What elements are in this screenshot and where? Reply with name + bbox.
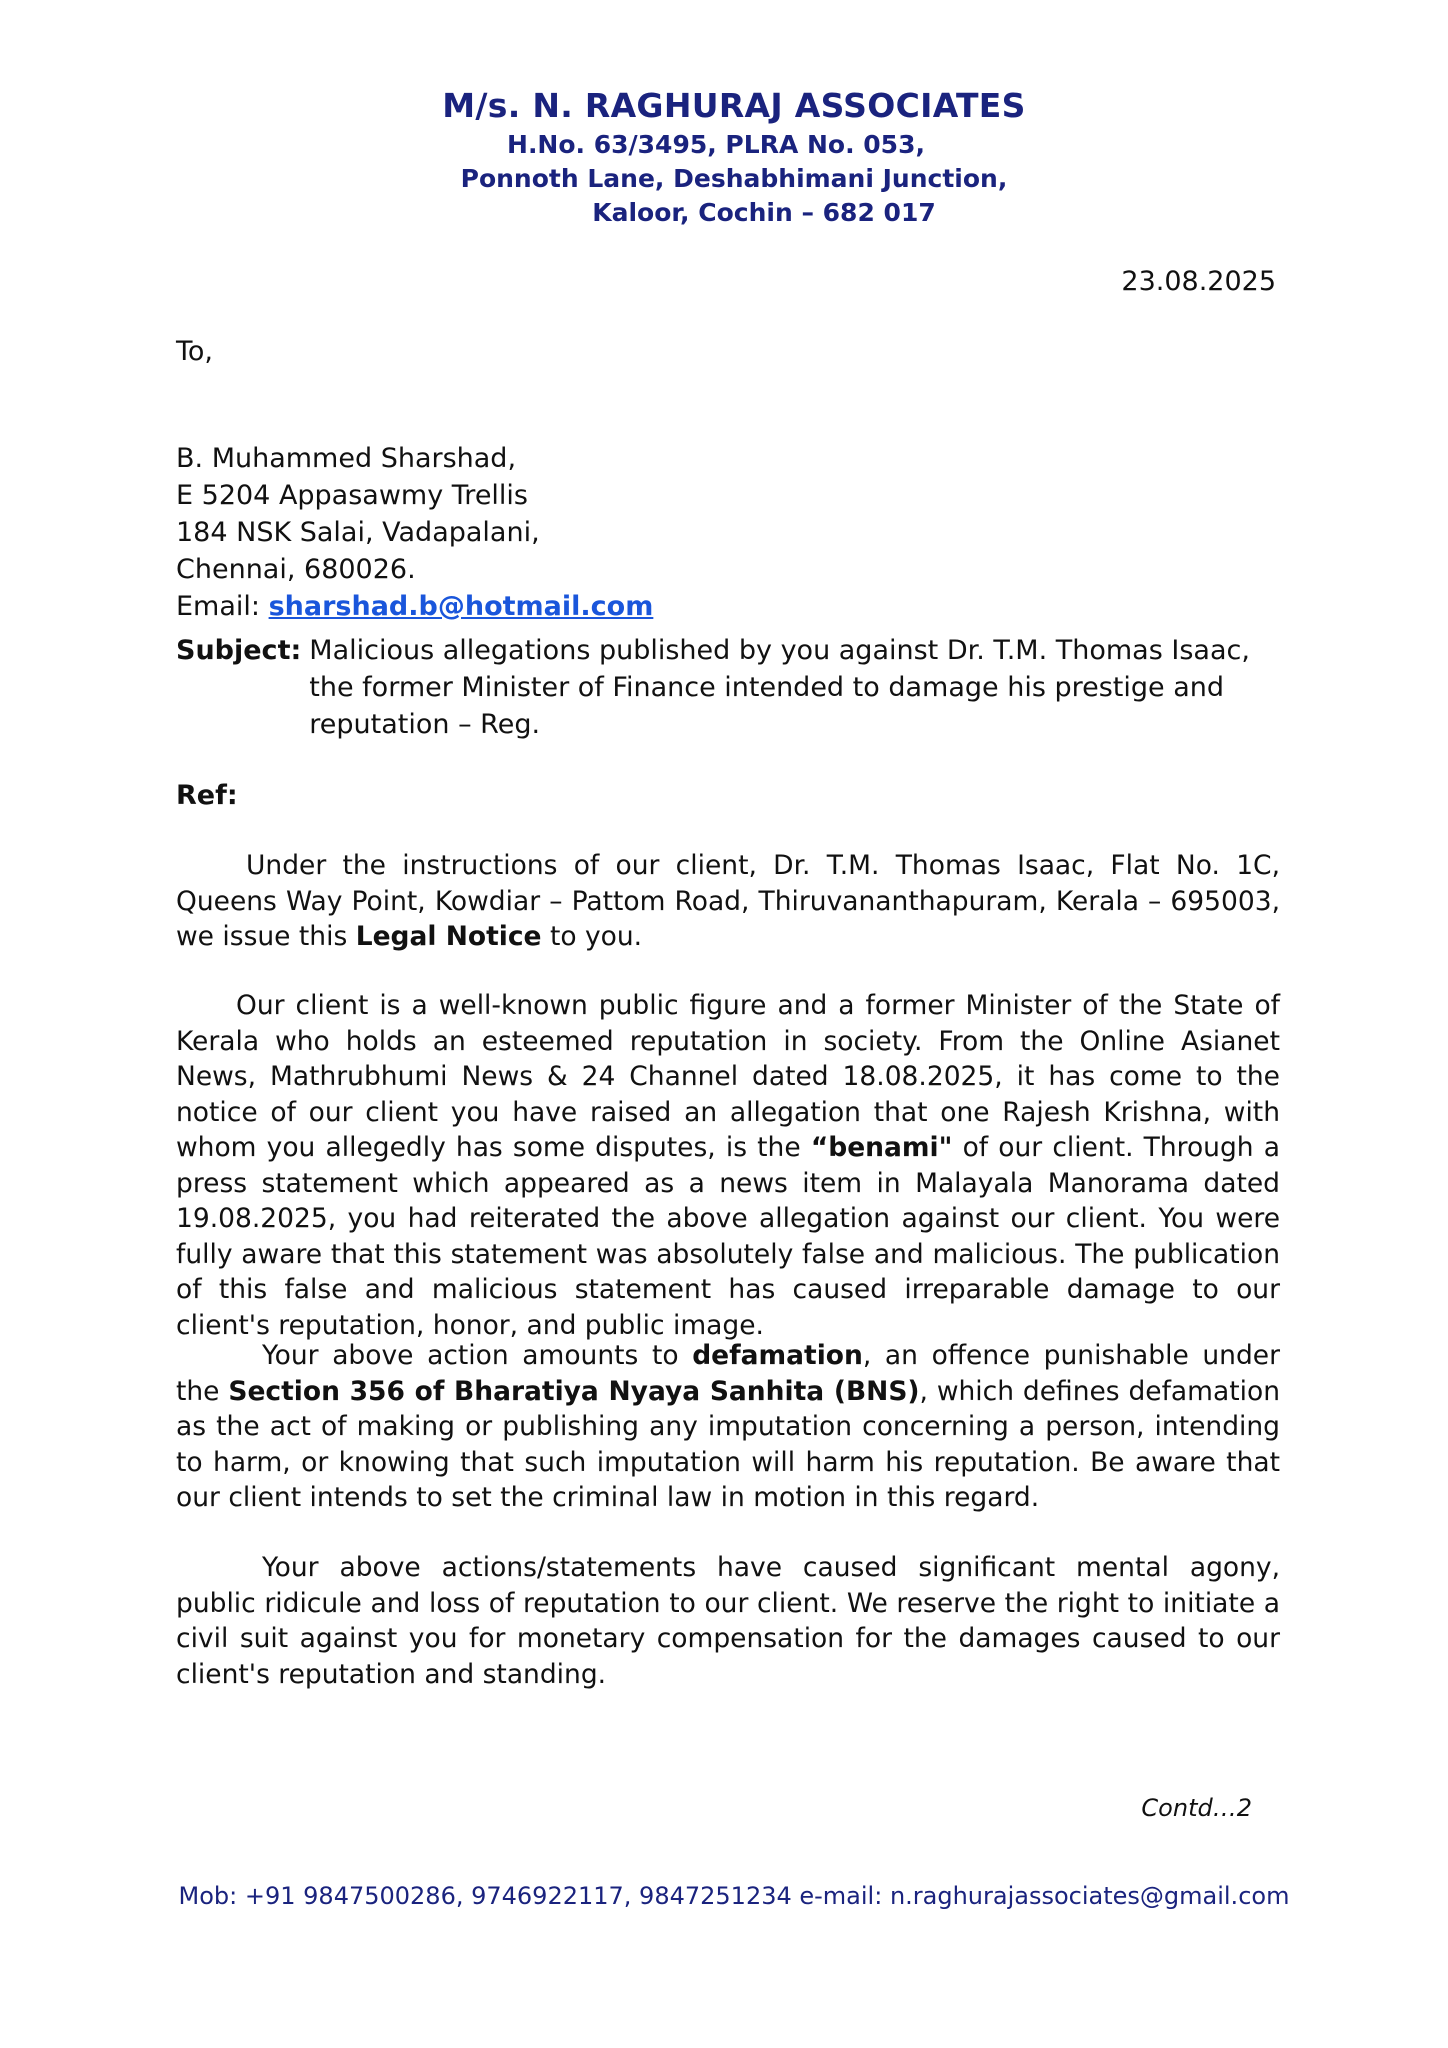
text: Our client is a well-known public figure and a former Minister of the State of Kerala who holds an esteemed reputation in society. From the Online Asianet News, Mathrubhumi News & 24 Channel dated 18.08.2025, it has come to the notice of our client you have raised an allegation that one Rajesh Krishna, with whom you allegedly has some disputes, is the <box>176 990 1280 1163</box>
text: Under the instructions of our client, Dr. T.M. Thomas Isaac, Flat No. 1C, Queens Way Point, Kowdiar – Pattom Road, Thiruvananthapuram, Kerala – 695003, we issue this <box>176 850 1280 952</box>
text: , an offence punishable under the <box>176 1340 1280 1407</box>
paragraph-instructions <box>176 848 1280 955</box>
footer-contact: Mob: +91 9847500286, 9746922117, 9847251234 e-mail: n.raghurajassociates@gmail.com <box>178 1882 1290 1910</box>
paragraph-civil-suit: Your above actions/statements have caused significant mental agony, public ridicule and loss of reputation to our client. We reserve the right to initiate a civil suit against you for monetary compensation for the damages caused to our client's reputation and standing. <box>176 1552 1280 1690</box>
firm-address-line3: Kaloor, Cochin – 682 017 <box>592 198 936 227</box>
text: , which defines defamation as the act of making or publishing any imputation concerning a person, intending to harm, or knowing that such imputation will harm his reputation. Be aware that our client intends to set the criminal law in motion in this regard. <box>176 1375 1280 1513</box>
recipient-email-link[interactable]: sharshad.b@hotmail.com <box>268 591 654 622</box>
text: Your above action amounts to <box>262 1340 693 1371</box>
text: to you. <box>541 921 643 952</box>
recipient-name: B. Muhammed Sharshad, <box>176 443 517 474</box>
bns-section-emphasis: Section 356 of Bharatiya Nyaya Sanhita (BNS) <box>228 1375 920 1407</box>
recipient-address-line3: Chennai, 680026. <box>176 554 416 585</box>
recipient-email-row <box>176 588 653 625</box>
firm-name: M/s. N. RAGHURAJ ASSOCIATES <box>442 86 1026 125</box>
paragraph-defamation <box>176 1338 1280 1516</box>
ref-label: Ref: <box>176 780 238 811</box>
subject-text: Malicious allegations published by you against Dr. T.M. Thomas Isaac, the former Minister of Finance intended to damage his prestige and reputation – Reg. <box>309 635 1250 740</box>
subject-block <box>176 632 1286 743</box>
text: of our client. Through a press statement which appeared as a news item in Malayala Manorama dated 19.08.2025, you had reiterated the above allegation against our client. You were fully aware that this statement was absolutely false and malicious. The publication of this false and malicious statement has caused irreparable damage to our client's reputation, honor, and public image. <box>176 1132 1280 1341</box>
paragraph-allegation <box>176 988 1280 1343</box>
benami-emphasis: “benami" <box>810 1132 953 1163</box>
recipient-address-line1: E 5204 Appasawmy Trellis <box>176 480 529 511</box>
firm-address-line2: Ponnoth Lane, Deshabhimani Junction, <box>460 164 1008 193</box>
recipient-address-line2: 184 NSK Salai, Vadapalani, <box>176 517 540 548</box>
email-label: Email: <box>176 591 269 622</box>
letter-date: 23.08.2025 <box>1121 266 1276 297</box>
to-label: To, <box>176 336 214 367</box>
recipient-address <box>176 440 653 625</box>
subject-label: Subject: <box>176 635 302 666</box>
continued-marker: Contd…2 <box>1141 1794 1252 1822</box>
defamation-emphasis: defamation <box>692 1340 863 1371</box>
legal-notice-emphasis: Legal Notice <box>355 921 542 952</box>
firm-address-line1: H.No. 63/3495, PLRA No. 053, <box>507 130 925 159</box>
